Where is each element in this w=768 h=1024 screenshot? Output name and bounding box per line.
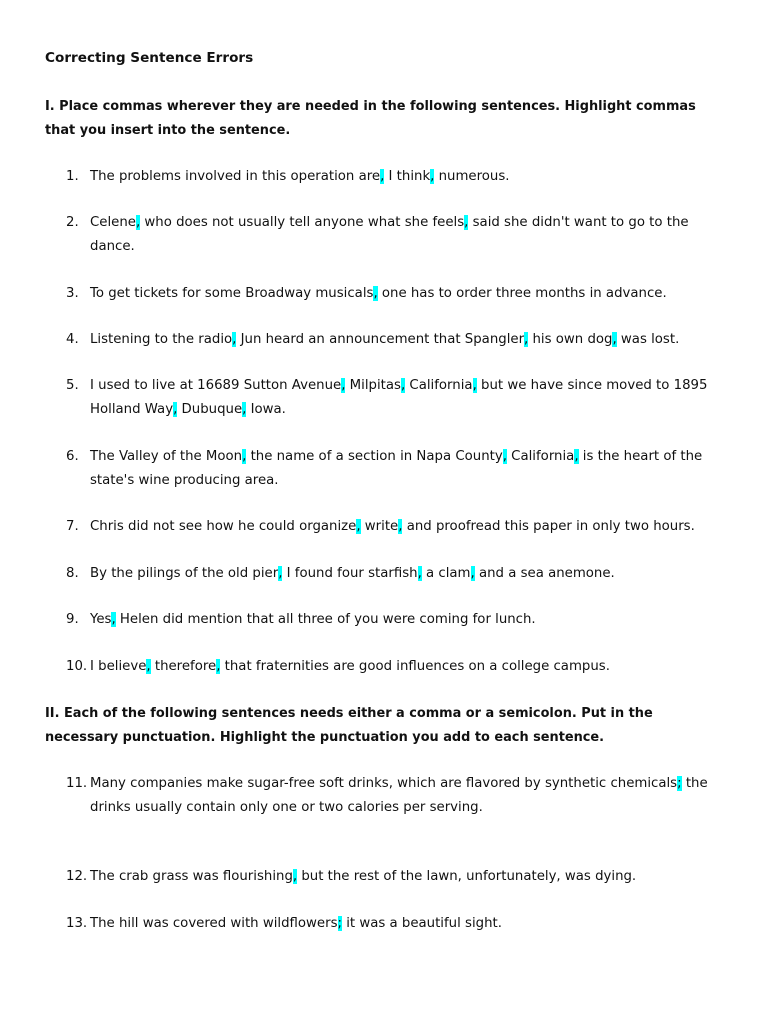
highlighted-punctuation: , xyxy=(216,659,221,674)
item-number: 5. xyxy=(66,378,79,393)
sentence-text: write xyxy=(360,519,399,534)
sentence-item xyxy=(66,772,722,819)
item-number: 11. xyxy=(66,776,88,791)
sentence-text: the drinks usually contain only one or two calories per serving. xyxy=(90,776,708,815)
sentence-text: Iowa. xyxy=(246,401,286,417)
sentence-text: but we have since moved to 1895 Holland Way xyxy=(90,378,708,417)
highlighted-punctuation: , xyxy=(111,612,116,627)
sentence-text: Chris did not see how he could organize xyxy=(90,519,357,534)
sentence-text: Helen did mention that all three of you were coming for lunch. xyxy=(115,612,536,627)
sentence-text: Celene xyxy=(90,215,136,230)
item-number: 4. xyxy=(66,332,79,347)
highlighted-punctuation: , xyxy=(242,401,247,417)
highlighted-punctuation: , xyxy=(574,449,579,464)
sentence-text: who does not usually tell anyone what she feels xyxy=(140,215,465,230)
highlighted-punctuation: , xyxy=(524,332,529,347)
sentence-text: To get tickets for some Broadway musicals xyxy=(90,286,374,301)
sentence-item xyxy=(66,211,722,258)
sentence-item xyxy=(66,562,722,586)
sentence-text: California xyxy=(405,378,473,393)
sentence-text: Jun heard an announcement that Spangler xyxy=(236,332,525,347)
highlighted-punctuation: , xyxy=(146,659,151,674)
highlighted-punctuation: , xyxy=(430,169,435,184)
highlighted-punctuation: ; xyxy=(677,776,682,791)
sentence-text: but the rest of the lawn, unfortunately, was dying. xyxy=(297,869,637,884)
sentence-text: said she didn't want to go to the dance. xyxy=(90,215,689,254)
item-number: 10. xyxy=(66,659,88,674)
sentence-text: a clam xyxy=(421,566,471,581)
item-number: 3. xyxy=(66,286,79,301)
sentence-text: The Valley of the Moon xyxy=(90,449,243,464)
sentence-item xyxy=(66,282,722,306)
highlighted-punctuation: , xyxy=(278,566,283,581)
sentence-text: California xyxy=(506,449,575,464)
sentence-text: The crab grass was flourishing xyxy=(90,869,293,884)
highlighted-punctuation: , xyxy=(292,869,298,884)
sentence-text: and proofread this paper in only two hours. xyxy=(402,519,695,534)
sentence-item xyxy=(66,515,722,539)
sentence-item xyxy=(66,445,722,492)
highlighted-punctuation: , xyxy=(232,332,237,347)
sentence-text: The hill was covered with wildflowers xyxy=(90,916,338,931)
highlighted-punctuation: , xyxy=(464,215,469,230)
sentence-text: The problems involved in this operation are xyxy=(90,169,381,184)
section-1-instruction: I. Place commas wherever they are needed in the following sentences. Highlight commas that you insert into the sentence. xyxy=(45,99,696,138)
sentence-text: and a sea anemone. xyxy=(474,566,615,581)
sentence-text: that fraternities are good influences on a college campus. xyxy=(220,659,610,674)
sentence-text: By the pilings of the old pier xyxy=(90,566,279,581)
sentence-text: Dubuque xyxy=(177,401,243,417)
highlighted-punctuation: , xyxy=(502,449,507,464)
sentence-item xyxy=(66,865,722,889)
highlighted-punctuation: , xyxy=(472,378,477,393)
item-number: 2. xyxy=(66,215,79,230)
sentence-text: Many companies make sugar-free soft drinks, which are flavored by synthetic chemicals xyxy=(90,776,678,791)
document-title: Correcting Sentence Errors xyxy=(45,50,254,66)
highlighted-punctuation: , xyxy=(373,286,378,301)
highlighted-punctuation: , xyxy=(135,215,141,230)
highlighted-punctuation: , xyxy=(398,519,403,534)
item-number: 8. xyxy=(66,566,79,581)
highlighted-punctuation: , xyxy=(470,566,475,581)
sentence-text: one has to order three months in advance. xyxy=(377,286,667,301)
sentence-text: his own dog xyxy=(528,332,613,347)
sentence-text: I used to live at 16689 Sutton Avenue xyxy=(90,378,342,393)
highlighted-punctuation: , xyxy=(356,519,361,534)
sentence-text: the name of a section in Napa County xyxy=(246,449,503,464)
sentence-text: is the heart of the state's wine producing area. xyxy=(90,449,703,488)
sentence-item xyxy=(66,328,722,352)
highlighted-punctuation: , xyxy=(417,566,422,581)
sentence-text: it was a beautiful sight. xyxy=(341,916,502,931)
highlighted-punctuation: , xyxy=(400,378,406,393)
item-number: 6. xyxy=(66,449,79,464)
sentence-text: numerous. xyxy=(434,169,510,184)
item-number: 7. xyxy=(66,519,79,534)
sentence-text: was lost. xyxy=(616,332,680,347)
sentence-text: Milpitas xyxy=(345,378,401,393)
highlighted-punctuation: , xyxy=(173,401,178,417)
sentence-text: I found four starfish xyxy=(282,566,418,581)
sentence-item xyxy=(66,608,722,632)
item-number: 1. xyxy=(66,169,79,184)
highlighted-punctuation: , xyxy=(612,332,617,347)
section-2-instruction: II. Each of the following sentences needs either a comma or a semicolon. Put in the necessary punctuation. Highlight the punctuation you add to each sentence. xyxy=(45,706,653,745)
item-number: 9. xyxy=(66,612,79,627)
sentence-text: Yes xyxy=(90,612,112,627)
sentence-text: I think xyxy=(384,169,431,184)
highlighted-punctuation: , xyxy=(380,169,385,184)
sentence-item xyxy=(66,165,722,189)
item-number: 12. xyxy=(66,869,88,884)
highlighted-punctuation: ; xyxy=(337,916,342,931)
sentence-text: therefore xyxy=(150,659,217,674)
highlighted-punctuation: , xyxy=(242,449,247,464)
highlighted-punctuation: , xyxy=(341,378,346,393)
sentence-item xyxy=(66,655,722,679)
sentence-text: Listening to the radio xyxy=(90,332,233,347)
sentence-item xyxy=(66,912,722,936)
sentence-item xyxy=(66,374,722,421)
sentence-text: I believe xyxy=(90,659,147,674)
item-number: 13. xyxy=(66,916,88,931)
